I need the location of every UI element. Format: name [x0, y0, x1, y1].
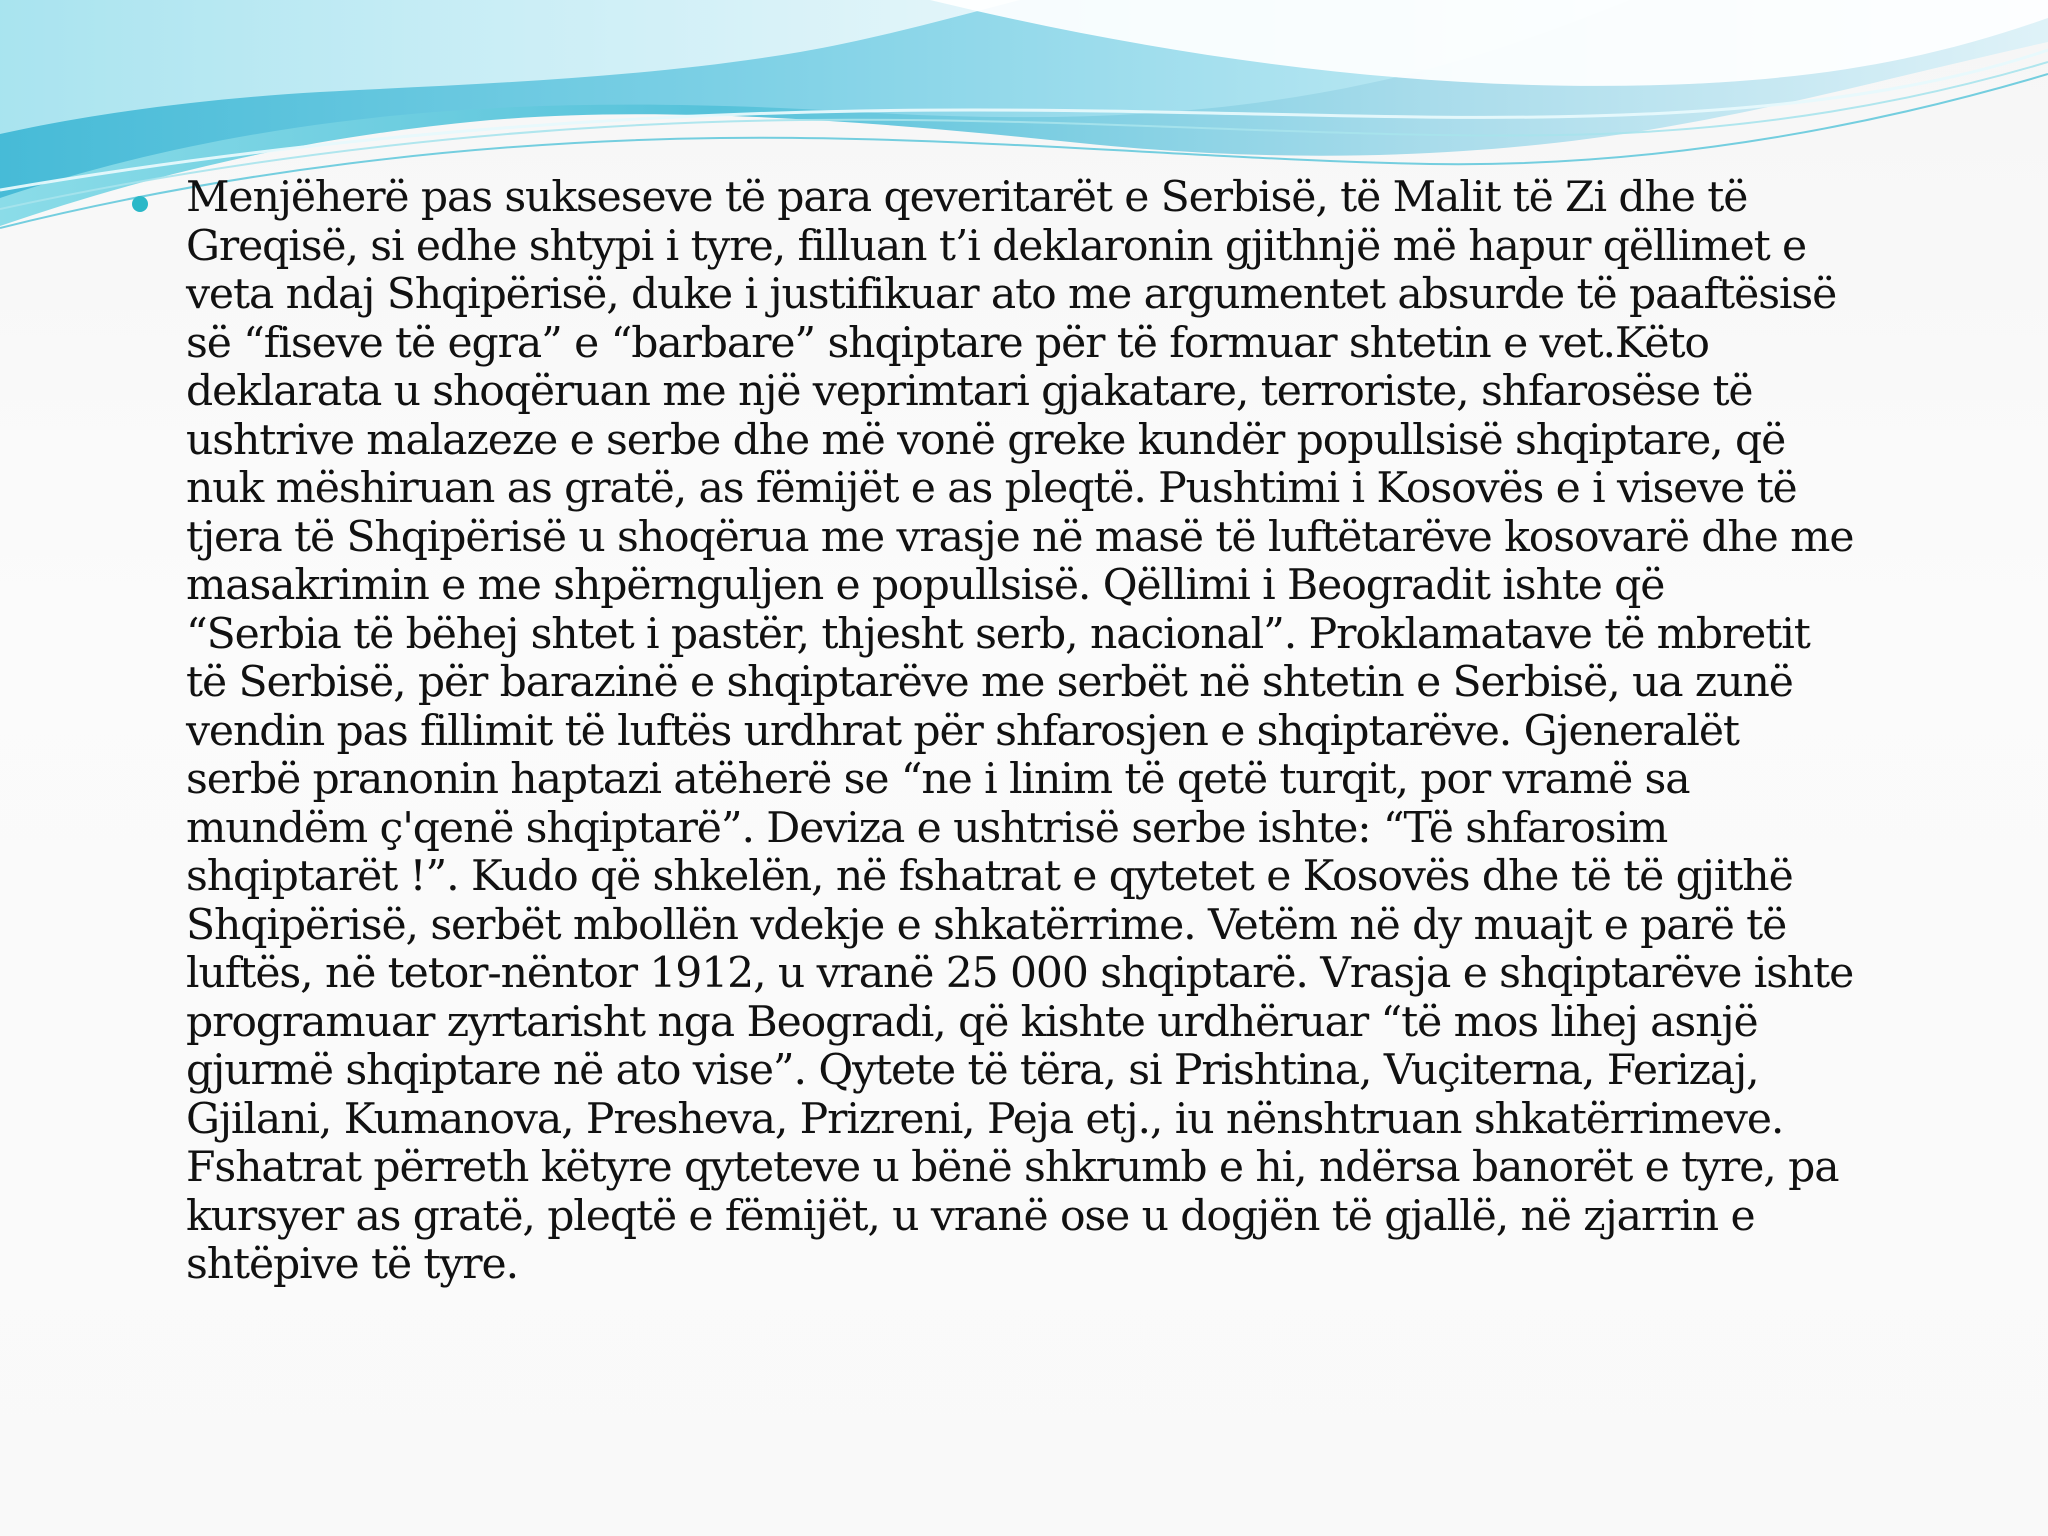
bullet-dot-icon	[132, 196, 148, 212]
bulleted-content	[132, 174, 1932, 1324]
slide-body-text: Menjëherë pas sukseseve të para qeveritarët e Serbisë, të Malit të Zi dhe të Greqisë, si edhe shtypi i tyre, filluan t’i deklaronin gjithnjë më hapur qëllimet e veta ndaj Shqipërisë, duke i justifikuar ato me argumentet absurde të paaftësisë së “fiseve të egra” e “barbare” shqiptare për të formuar shtetin e vet.Këto deklarata u shoqëruan me një veprimtari gjakatare, terroriste, shfarosëse të ushtrive malazeze e serbe dhe më vonë greke kundër popullsisë shqiptare, që nuk mëshiruan as gratë, as fëmijët e as pleqtë. Pushtimi i Kosovës e i viseve të tjera të Shqipërisë u shoqërua me vrasje në masë të luftëtarëve kosovarë dhe me masakrimin e me shpërnguljen e popullsisë. Qëllimi i Beogradit ishte që “Serbia të bëhej shtet i pastër, thjesht serb, nacional”. Proklamatave të mbretit të Serbisë, për barazinë e shqiptarëve me serbët në shtetin e Serbisë, ua zunë vendin pas fillimit të luftës urdhrat për shfarosjen e shqiptarëve. Gjeneralët serbë pranonin haptazi atëherë se “ne i linim të qetë turqit, por vramë sa mundëm ç'qenë shqiptarë”. Deviza e ushtrisë serbe ishte: “Të shfarosim shqiptarët !”. Kudo që shkelën, në fshatrat e qytetet e Kosovës dhe të të gjithë Shqipërisë, serbët mbollën vdekje e shkatërrime. Vetëm në dy muajt e parë të luftës, në tetor-nëntor 1912, u vranë 25 000 shqiptarë. Vrasja e shqiptarëve ishte programuar zyrtarisht nga Beogradi, që kishte urdhëruar “të mos lihej asnjë gjurmë shqiptare në ato vise”. Qytete të tëra, si Prishtina, Vuçiterna, Ferizaj, Gjilani, Kumanova, Presheva, Prizreni, Peja etj., iu nënshtruan shkatërrimeve. Fshatrat përreth këtyre qyteteve u bënë shkrumb e hi, ndërsa banorët e tyre, pa kursyer as gratë, pleqtë e fëmijët, u vranë ose u dogjën të gjallë, në zjarrin e shtëpive të tyre.	[186, 173, 1854, 1289]
